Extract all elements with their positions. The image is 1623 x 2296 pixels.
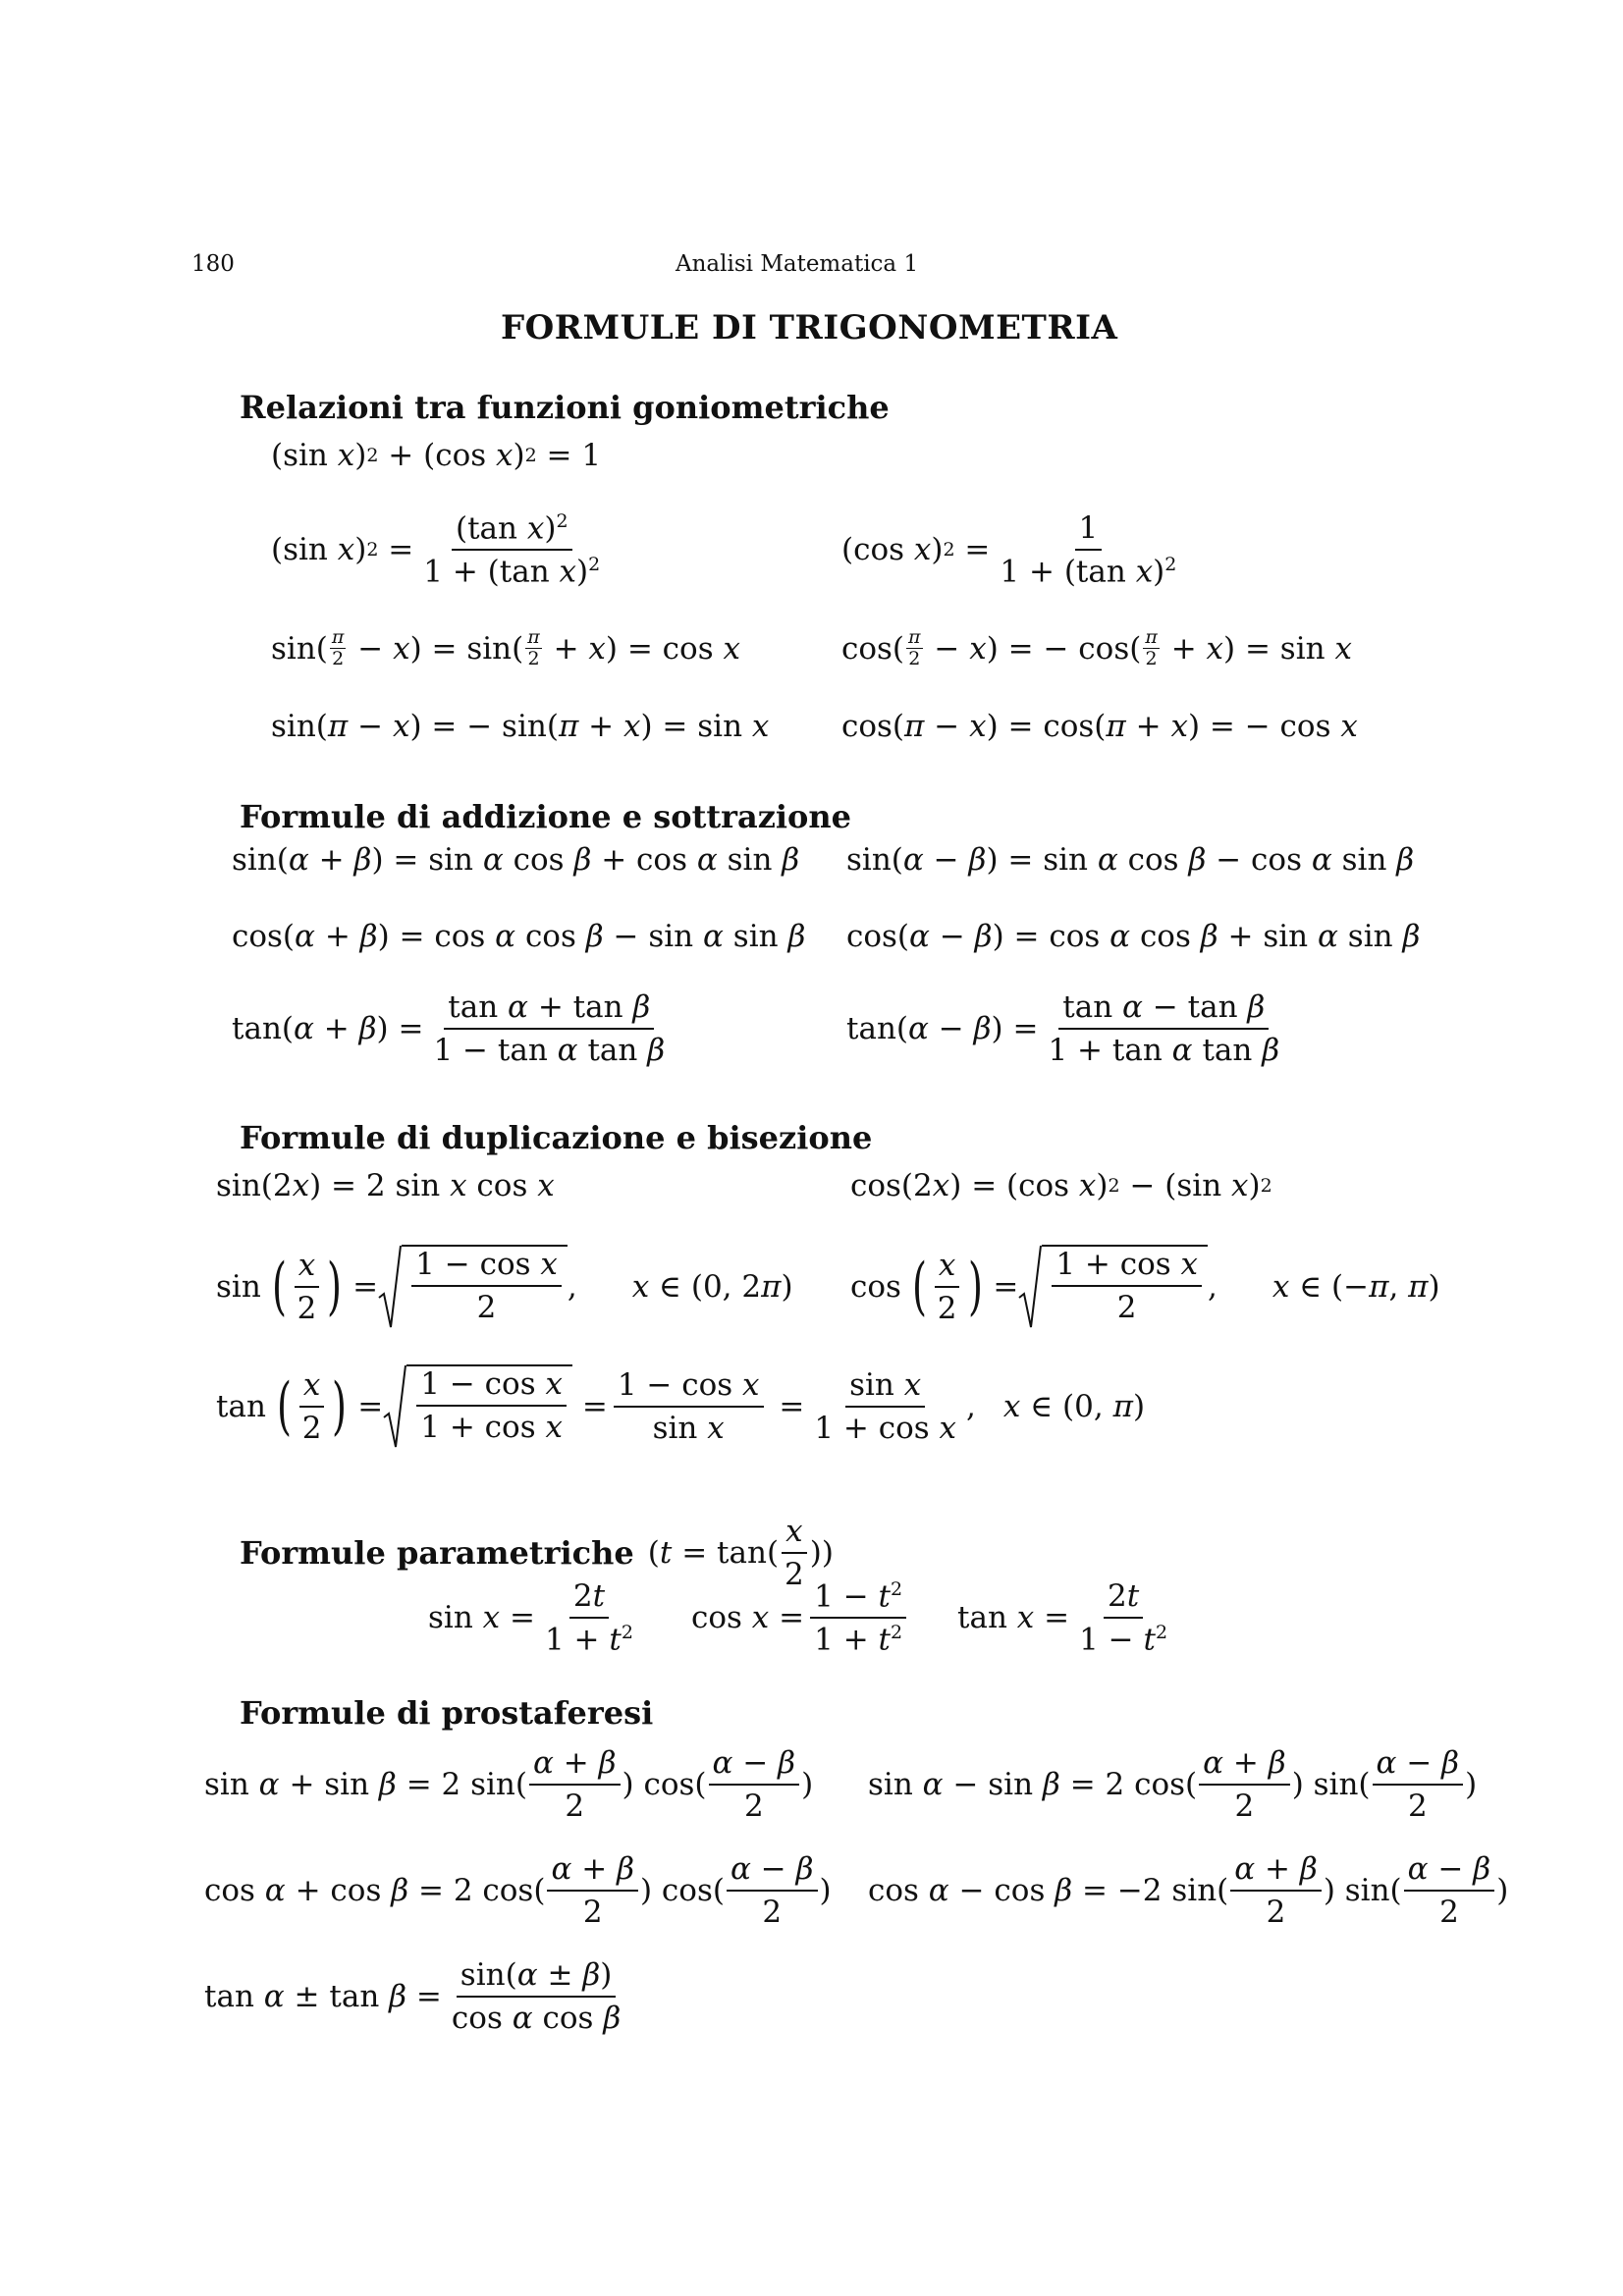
formula-cos-half: cos ( $\frac{x}{2}$ ) = $\frac{\text{1 + cos x}}{2}$ , x ∈ (− π , π ) [850,1245,1440,1329]
formula-tan-add: tan( α + β ) = $\frac{\text{tan α + tan β}}{\text{1 − tan α tan β}}$ [232,989,666,1068]
formula-cos-half-pi: cos( π 2 − x ) = − cos( π 2 + x ) = sin x [841,626,1352,669]
formula-prost-sin-minus: sin α − sin β = 2 cos( $\frac{\alpha + \beta}{2}$ ) sin( $\frac{\alpha - \beta}{2}$ ) [868,1745,1478,1824]
formula-param-tan: tan x = $\frac{2t}{1 - t^2}$ [957,1578,1168,1658]
formula-tan-sub: tan( α − β ) = $\frac{\text{tan α − tan β}}{\text{1 + tan α tan β}}$ [846,989,1280,1068]
formula-param-cos: cos x = $\frac{1 - t^2}{1 + t^2}$ [691,1578,912,1658]
formula-sin2-tan: (sin x ) 2 = $\frac{(\tan x)^2}{1 + (\tan x)^2}$ [271,510,601,590]
section-heading-relazioni: Relazioni tra funzioni goniometriche [240,389,890,426]
formula-cos-sub: cos( α − β ) = cos α cos β + sin α sin β [846,919,1421,954]
running-title: Analisi Matematica 1 [676,251,919,277]
section-heading-duplicazione: Formule di duplicazione e bisezione [240,1119,873,1156]
formula-param-sin: sin x = $\frac{2t}{1 + t^2}$ [428,1578,633,1658]
formula-tan-half: tan ( $\frac{x}{2}$ ) = $\frac{\text{1 − cos x}}{\text{1 + cos x}}$ = $\frac{\text{1 − cos x}}{\text{sin x}}$ = $\frac{\text{sin x}}{\text{1 + cos x}}$ , x ∈ (0, π ) [216,1364,1145,1449]
formula-prost-cos-minus: cos α − cos β = −2 sin( $\frac{\alpha + \beta}{2}$ ) sin( $\frac{\alpha - \beta}{2}$ ) [868,1851,1509,1930]
formula-cos-double: cos(2 x ) = (cos x ) 2 − (sin x ) 2 [850,1168,1272,1203]
formula-cos-pi: cos( π − x ) = cos( π + x ) = − cos x [841,709,1358,744]
formula-sin-add: sin( α + β ) = sin α cos β + cos α sin β [232,842,800,878]
formula-sin-sub: sin( α − β ) = sin α cos β − cos α sin β [846,842,1415,878]
section-heading-addizione: Formule di addizione e sottrazione [240,798,852,835]
formula-cos2-tan: (cos x ) 2 = $\frac{1}{1 + (\tan x)^2}$ [841,510,1177,590]
formula-pythagorean: (sin x ) 2 + (cos x ) 2 = 1 [271,438,602,473]
formula-sin-half: sin ( $\frac{x}{2}$ ) = $\frac{\text{1 − cos x}}{2}$ , x ∈ (0, 2 π ) [216,1245,793,1329]
parametriche-definition: ( t = tan( $\frac{x}{2}$ )) [647,1514,834,1592]
section-heading-prostaferesi: Formule di prostaferesi [240,1694,654,1732]
formula-prost-sin-plus: sin α + sin β = 2 sin( $\frac{\alpha + \beta}{2}$ ) cos( $\frac{\alpha - \beta}{2}$ ) [204,1745,814,1824]
formula-sin-pi: sin( π − x ) = − sin( π + x ) = sin x [271,709,770,744]
formula-cos-add: cos( α + β ) = cos α cos β − sin α sin β [232,919,806,954]
formula-sin-double: sin(2 x ) = 2 sin x cos x [216,1168,555,1203]
page-title: FORMULE DI TRIGONOMETRIA [501,308,1118,347]
section-heading-parametriche: Formule parametriche [240,1534,634,1572]
formula-prost-cos-plus: cos α + cos β = 2 cos( $\frac{\alpha + \beta}{2}$ ) cos( $\frac{\alpha - \beta}{2}$ ) [204,1851,832,1930]
formula-sin-half-pi: sin( π 2 − x ) = sin( π 2 + x ) = cos x [271,626,740,669]
page-number: 180 [191,251,235,277]
formula-prost-tan: tan α ± tan β = $\frac{\sin(\alpha \pm \beta)}{\text{cos α cos β}}$ [204,1957,622,2036]
